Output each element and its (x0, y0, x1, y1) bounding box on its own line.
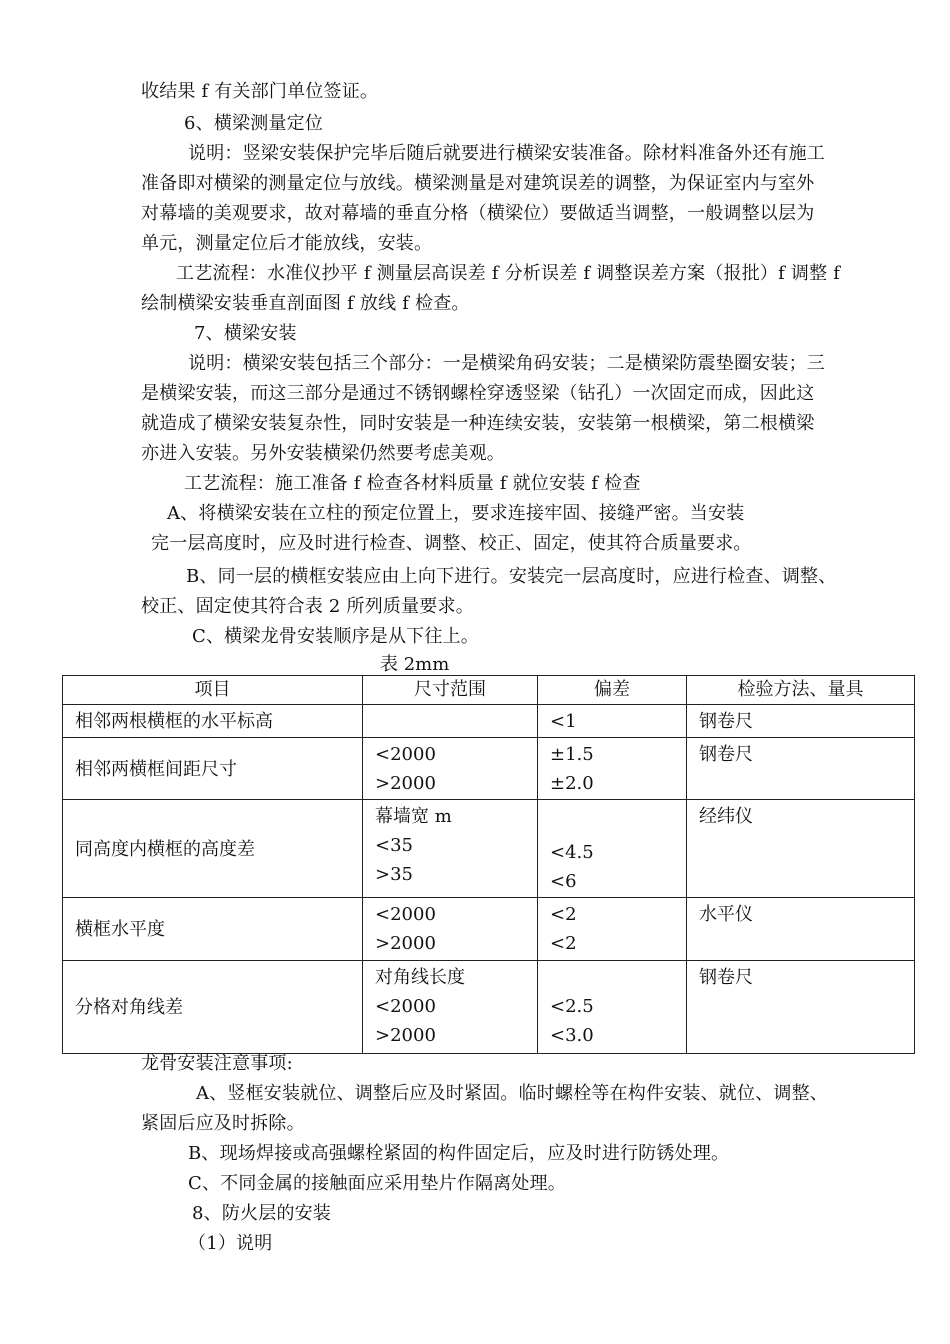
range-value: <2000 (375, 904, 436, 925)
table-caption: 表 2mm (380, 654, 450, 675)
cell-tool: 钢卷尺 (687, 961, 915, 1054)
cell-tool: 钢卷尺 (687, 738, 915, 800)
cell-range (363, 705, 538, 738)
text-line: 说明：竖梁安装保护完毕后随后就要进行横梁安装准备。除材料准备外还有施工 (188, 143, 825, 164)
text-line: B、现场焊接或高强螺栓紧固的构件固定后，应及时进行防锈处理。 (188, 1143, 730, 1164)
subheading: 龙骨安装注意事项: (141, 1053, 293, 1074)
text-line: 工艺流程：施工准备 f 检查各材料质量 f 就位安装 f 检查 (184, 473, 641, 494)
text-line: 是横梁安装，而这三部分是通过不锈钢螺栓穿透竖梁（钻孔）一次固定而成，因此这 (141, 383, 815, 404)
table-row (63, 961, 915, 1054)
table-row (63, 898, 915, 961)
section-heading: 8、防火层的安装 (192, 1203, 332, 1224)
deviation-value: ±2.0 (550, 773, 594, 794)
text-line: 紧固后应及时拆除。 (141, 1113, 305, 1134)
cell-deviation (538, 898, 687, 961)
cell-item: 相邻两根横框的水平标高 (63, 705, 363, 738)
cell-range (363, 738, 538, 800)
text-line: 亦进入安装。另外安装横梁仍然要考虑美观。 (141, 443, 505, 464)
text-line: C、不同金属的接触面应采用垫片作隔离处理。 (188, 1173, 566, 1194)
deviation-value: <3.0 (550, 1025, 594, 1046)
text-line: 工艺流程：水准仪抄平 f 测量层高误差 f 分析误差 f 调整误差方案（报批）f 调整 f (176, 263, 841, 284)
deviation-value: ±1.5 (550, 744, 594, 765)
cell-range (363, 800, 538, 898)
text-line: C、横梁龙骨安装顺序是从下往上。 (192, 626, 479, 647)
cell-tool: 水平仪 (687, 898, 915, 961)
cell-deviation: <1 (538, 705, 687, 738)
cell-tool: 经纬仪 (687, 800, 915, 898)
range-value: >2000 (375, 1025, 436, 1046)
range-value: <2000 (375, 996, 436, 1017)
deviation-value: <6 (550, 871, 577, 892)
text-line: 准备即对横梁的测量定位与放线。横梁测量是对建筑误差的调整，为保证室内与室外 (141, 173, 815, 194)
section-heading: 7、横梁安装 (194, 323, 297, 344)
section-heading: 6、横梁测量定位 (184, 113, 324, 134)
cell-deviation (538, 961, 687, 1054)
text-line: B、同一层的横框安装应由上向下进行。安装完一层高度时，应进行检查、调整、 (186, 566, 837, 587)
cell-range (363, 961, 538, 1054)
section-heading: （1）说明 (188, 1233, 273, 1254)
deviation-value: <2 (550, 933, 577, 954)
text-line: 就造成了横梁安装复杂性，同时安装是一种连续安装，安装第一根横梁，第二根横梁 (141, 413, 815, 434)
cell-deviation (538, 738, 687, 800)
cell-item: 同高度内横框的高度差 (63, 800, 363, 898)
range-value: 对角线长度 (375, 967, 465, 988)
range-value: >2000 (375, 773, 436, 794)
text-line: 收结果 f 有关部门单位签证。 (141, 81, 379, 102)
text-line: 完一层高度时，应及时进行检查、调整、校正、固定，使其符合质量要求。 (151, 533, 752, 554)
text-line: 单元，测量定位后才能放线，安装。 (141, 233, 433, 254)
text-line: 说明：横梁安装包括三个部分：一是横梁角码安装；二是横梁防震垫圈安装；三 (188, 353, 825, 374)
range-value: >2000 (375, 933, 436, 954)
cell-deviation (538, 800, 687, 898)
deviation-value: <2.5 (550, 996, 594, 1017)
text-line: 对幕墙的美观要求，故对幕墙的垂直分格（横梁位）要做适当调整，一般调整以层为 (141, 203, 815, 224)
table-row (63, 800, 915, 898)
header-item: 项目 (63, 676, 363, 705)
table-row (63, 738, 915, 800)
header-method: 检验方法、量具 (687, 676, 915, 705)
text-line: 校正、固定使其符合表 2 所列质量要求。 (141, 596, 474, 617)
range-value: <2000 (375, 744, 436, 765)
table-row (63, 705, 915, 738)
text-line: A、将横梁安装在立柱的预定位置上，要求连接牢固、接缝严密。当安装 (167, 503, 745, 524)
range-value: >35 (375, 864, 413, 885)
cell-item: 横框水平度 (63, 898, 363, 961)
range-value: 幕墙宽 m (375, 806, 452, 827)
deviation-value: <2 (550, 904, 577, 925)
cell-item: 相邻两横框间距尺寸 (63, 738, 363, 800)
text-line: 绘制横梁安装垂直剖面图 f 放线 f 检查。 (141, 293, 470, 314)
cell-tool: 钢卷尺 (687, 705, 915, 738)
header-range: 尺寸范围 (363, 676, 538, 705)
table-header-row (63, 676, 915, 705)
header-deviation: 偏差 (538, 676, 687, 705)
text-line: A、竖框安装就位、调整后应及时紧固。临时螺栓等在构件安装、就位、调整、 (196, 1083, 828, 1104)
quality-table (62, 675, 915, 1054)
range-value: <35 (375, 835, 413, 856)
deviation-value: <4.5 (550, 842, 594, 863)
cell-item: 分格对角线差 (63, 961, 363, 1054)
cell-range (363, 898, 538, 961)
